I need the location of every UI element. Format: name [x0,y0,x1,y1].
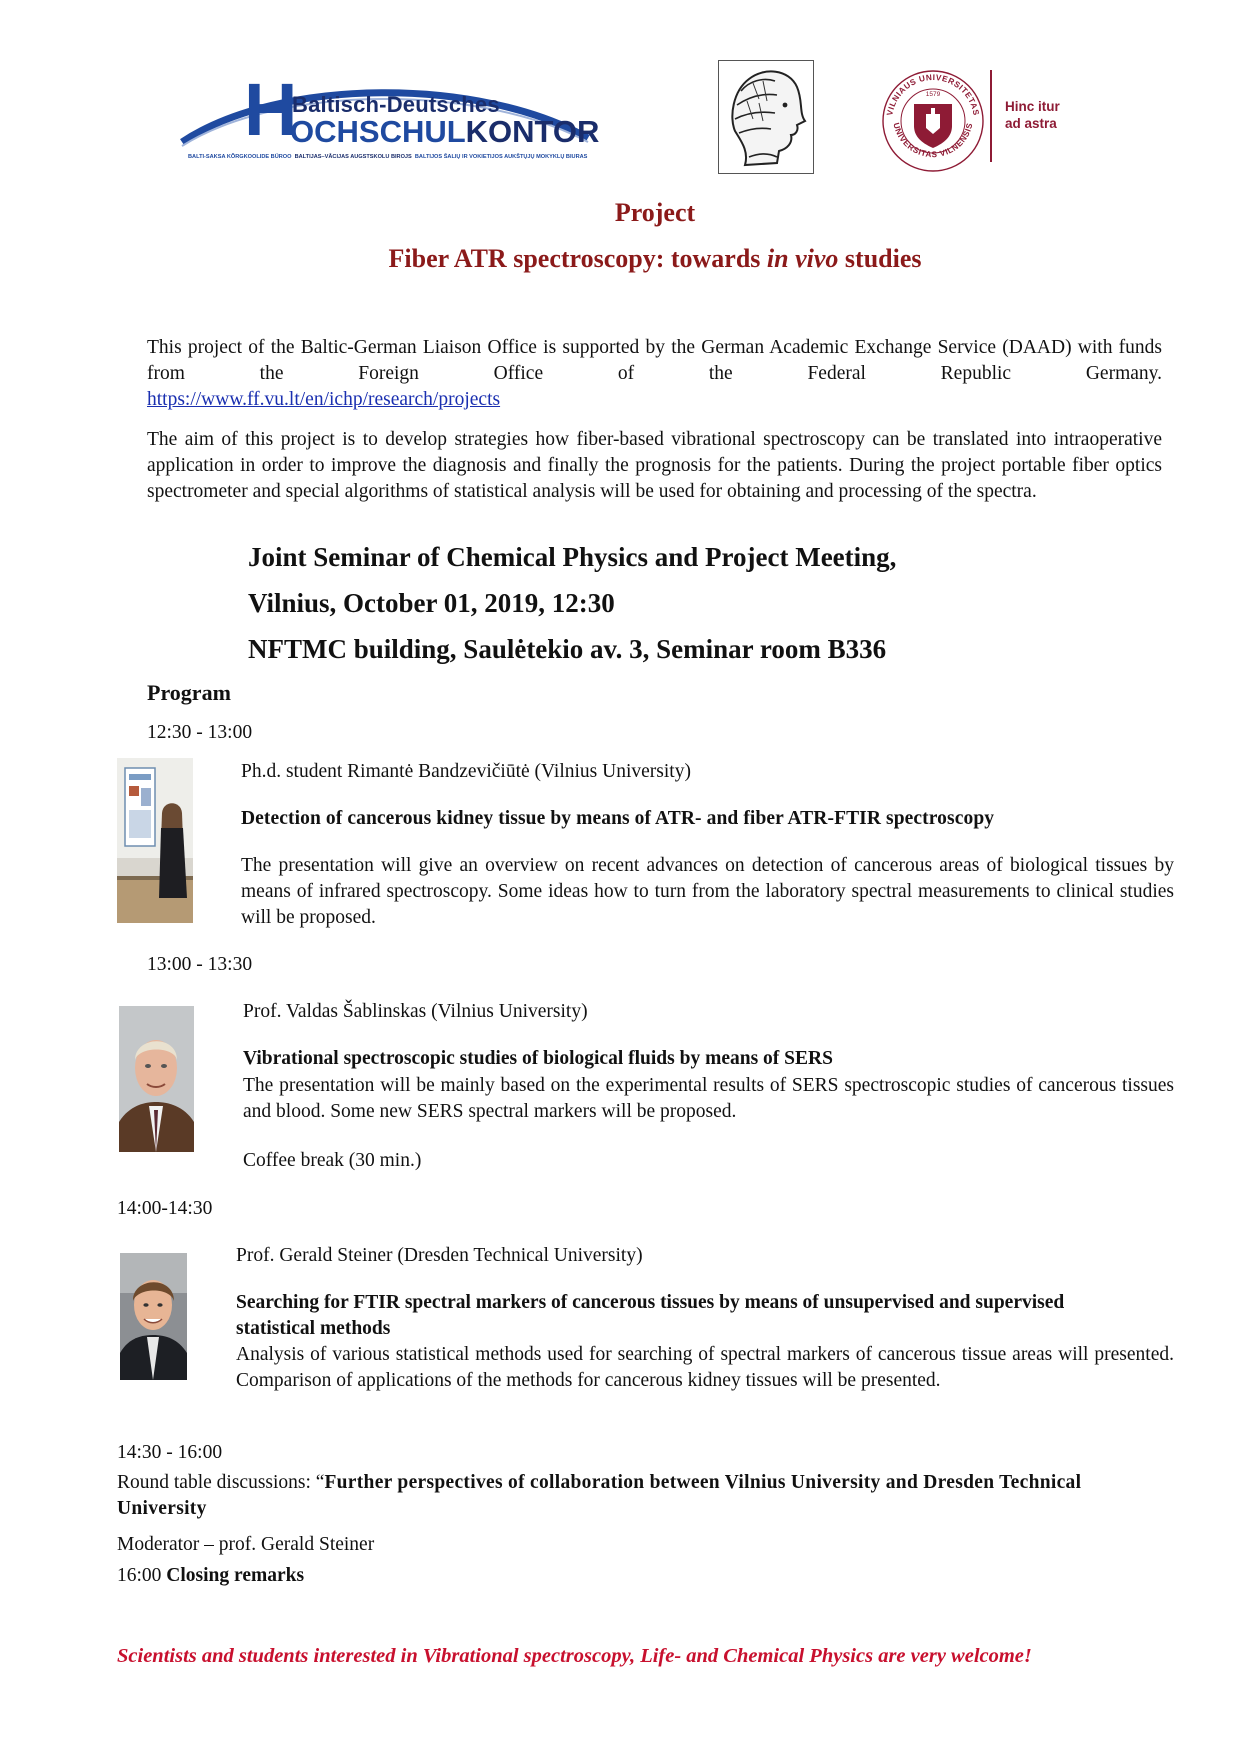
abstract-1: The presentation will give an overview on recent advances on detection of cancerous areas of biological tissues by means of infrared spectroscopy. Some ideas how to turn from the laboratory spectral measurements to clinical studies will be proposed. [241,855,1174,928]
vu-motto-line2: ad astra [1005,116,1057,131]
speaker-photo-rimante-icon [117,758,193,923]
coffee-break: Coffee break (30 min.) [243,1150,422,1171]
footer-welcome: Scientists and students interested in Vibrational spectroscopy, Life- and Chemical Physics are very welcome! [117,1645,1032,1667]
speaker-photo-sablinskas [119,1006,194,1152]
bdhk-line1: Baltisch-Deutsches [292,92,500,117]
speaker-photo-steiner-icon [120,1253,187,1380]
closing [117,1563,304,1589]
bdhk-line2-dark: KONTOR [465,114,600,149]
talk-title-3: Searching for FTIR spectral markers of cancerous tissues by means of unsupervised and supervised statistical methods [236,1292,1065,1339]
vu-seal-icon [880,68,986,174]
talk-title-1: Detection of cancerous kidney tissue by means of ATR- and fiber ATR-FTIR spectroscopy [241,808,995,829]
speaker-2: Prof. Valdas Šablinskas (Vilnius University) [243,1001,588,1022]
project-link[interactable]: https://www.ff.vu.lt/en/ichp/research/projects [147,389,501,410]
program-time-1: 12:30 - 13:00 [147,722,253,743]
round-table [117,1470,1173,1522]
meeting-line-1: Joint Seminar of Chemical Physics and Project Meeting, [248,542,897,572]
abstract-3 [236,1342,1174,1394]
round-table-time: 14:30 - 16:00 [117,1442,223,1463]
project-link-wrap [147,387,500,413]
bdhk-sub3: BALTIJOS ŠALIŲ IR VOKIETIJOS AUKŠTŲJŲ MOKYKLŲ BIURAS [414,154,588,160]
project-title [0,243,1240,275]
dresden-seal-logo [718,60,814,174]
speaker-3: Prof. Gerald Steiner (Dresden Technical University) [236,1245,643,1266]
speaker-photo-steiner [120,1253,187,1380]
round-table-prefix: Round table discussions: “ [117,1472,325,1493]
intro-paragraph-1: This project of the Baltic-German Liaison Office is supported by the German Academic Exchange Service (DAAD) with funds from the Foreign Office of the Federal Republic Germany. [147,337,1162,384]
closing-label: Closing remarks [166,1565,305,1586]
bdhk-line2 [290,114,599,150]
minerva-head-icon [719,61,813,173]
bdhk-subtitles [188,154,587,160]
round-table-title: Further perspectives of collaboration between Vilnius University and Dresden Technical University [117,1472,1082,1519]
vu-motto [1005,98,1060,132]
program-time-3: 14:00-14:30 [117,1198,213,1219]
bdhk-logo [180,68,600,167]
intro-paragraph-2: The aim of this project is to develop strategies how fiber-based vibrational spectroscopy can be translated into intraoperative application in order to improve the diagnosis and finally the prognosis for the patients. During the project portable fiber optics spectrometer and special algorithms of statistical analysis will be used for obtaining and processing of the spectra. [147,429,1162,502]
project-title-a: Fiber ATR spectroscopy: towards [388,244,767,273]
project-title-italic: in vivo [766,244,839,273]
moderator: Moderator – prof. Gerald Steiner [117,1534,375,1555]
bdhk-big-h: H [244,68,298,151]
meeting-line-3: NFTMC building, Saulėtekio av. 3, Seminar room B336 [248,634,887,664]
project-title-b: studies [838,244,922,273]
program-heading: Program [147,680,231,705]
meeting-line-2: Vilnius, October 01, 2019, 12:30 [248,588,615,618]
bdhk-sub2: BALTIJAS–VĀCIJAS AUGSTSKOLU BIROJS [294,154,412,160]
vu-emblem-logo [880,68,986,174]
program-time-2: 13:00 - 13:30 [147,954,253,975]
vu-motto-line1: Hinc itur [1005,99,1060,114]
closing-time: 16:00 [117,1565,167,1586]
vu-ring-top: VILNIAUS UNIVERSITETAS [885,72,981,117]
project-label: Project [614,198,696,227]
vu-ring-bottom: UNIVERSITAS VILNENSIS [891,121,975,160]
abstract-2: The presentation will be mainly based on the experimental results of SERS spectroscopic studies of cancerous tissues and blood. Some new SERS spectral markers will be proposed. [243,1075,1174,1122]
speaker-1: Ph.d. student Rimantė Bandzevičiūtė (Vilnius University) [241,761,691,782]
vu-divider [990,70,992,162]
vu-year: 1579 [925,91,941,98]
abstract-3-text: Analysis of various statistical methods used for searching of spectral markers of cancerous tissue areas will presented. Comparison of applications of the methods for cancerous kidney tissues will be presented. [236,1344,1174,1391]
speaker-photo-sablinskas-icon [119,1006,194,1152]
speaker-photo-rimante [117,758,193,923]
bdhk-line2-blue: OCHSCHUL [290,114,466,149]
talk-title-2: Vibrational spectroscopic studies of biological fluids by means of SERS [243,1048,833,1069]
bdhk-sub1: BALTI-SAKSA KÕRGKOOLIDE BÜROO [188,154,292,160]
